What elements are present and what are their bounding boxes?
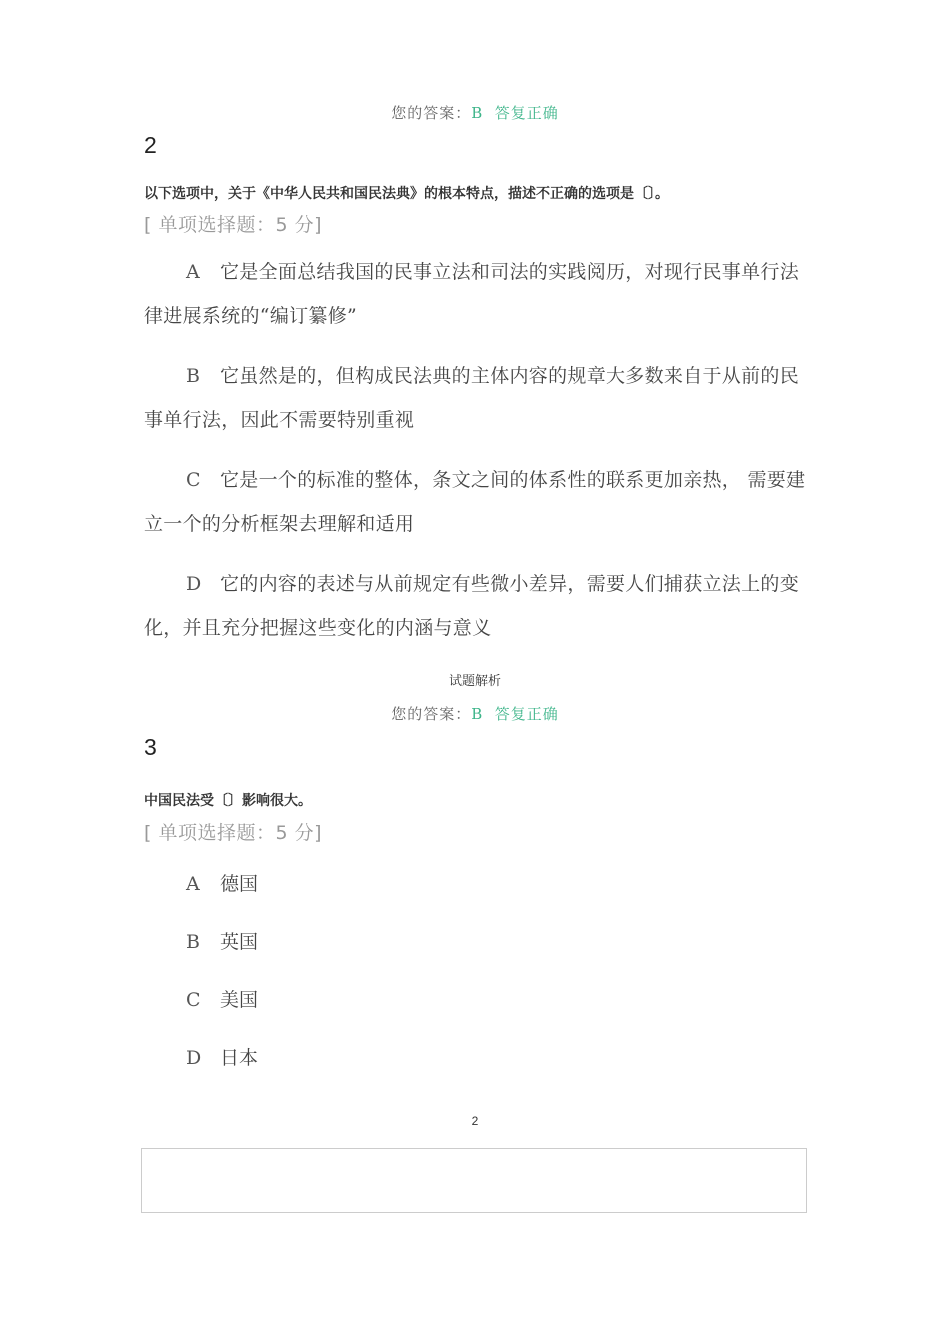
question-number: 2 <box>144 132 157 158</box>
option-d[interactable] <box>144 562 812 650</box>
answer-line-q1 <box>0 102 950 123</box>
option-text: 日本 <box>220 1047 259 1069</box>
answer-line-q2 <box>0 703 950 724</box>
option-text: 英国 <box>220 931 259 953</box>
answer-label: 您的答案： <box>391 104 472 122</box>
answer-value: B <box>471 104 484 122</box>
option-letter: A <box>186 261 201 283</box>
option-text: 它的内容的表述与从前规定有些微小差异，需要人们捕获立法上的变化，并且充分把握这些变化的内涵与意义 <box>144 573 800 639</box>
option-letter: B <box>186 931 200 953</box>
option-letter: C <box>186 989 201 1011</box>
answer-status: 答复正确 <box>494 705 559 723</box>
option-text: 它虽然是的，但构成民法典的主体内容的规章大多数来自于从前的民事单行法，因此不需要特别重视 <box>144 365 800 431</box>
option-text: 它是全面总结我国的民事立法和司法的实践阅历，对现行民事单行法律进展系统的“编订纂修” <box>144 261 800 327</box>
option-b[interactable] <box>144 354 812 442</box>
answer-value: B <box>471 705 484 723</box>
option-text: 它是一个的标准的整体，条文之间的体系性的联系更加亲热， 需要建立一个的分析框架去理解和适用 <box>144 469 806 535</box>
page-number: 2 <box>471 1114 479 1128</box>
option-d[interactable] <box>186 1043 258 1070</box>
option-text: 德国 <box>220 873 259 895</box>
question-text: 中国民法受〔〕影响很大。 <box>144 793 312 809</box>
option-letter: D <box>186 1047 202 1069</box>
option-c[interactable] <box>144 458 812 546</box>
answer-status: 答复正确 <box>494 104 559 122</box>
option-letter: D <box>186 573 202 595</box>
question-type: [ 单项选择题：5 分] <box>144 822 322 844</box>
footer-box <box>141 1148 807 1213</box>
option-b[interactable] <box>186 927 258 954</box>
option-a[interactable] <box>186 869 258 896</box>
option-letter: B <box>186 365 201 387</box>
option-text: 美国 <box>220 989 259 1011</box>
question-text: 以下选项中，关于《中华人民共和国民法典》的根本特点，描述不正确的选项是〔〕。 <box>144 186 669 202</box>
answer-label: 您的答案： <box>391 705 472 723</box>
option-a[interactable] <box>144 250 812 338</box>
option-letter: A <box>186 873 200 895</box>
question-type: [ 单项选择题：5 分] <box>144 214 322 236</box>
analysis-link[interactable]: 试题解析 <box>448 674 501 689</box>
option-c[interactable] <box>186 985 258 1012</box>
question-number: 3 <box>144 734 157 760</box>
option-letter: C <box>186 469 201 491</box>
